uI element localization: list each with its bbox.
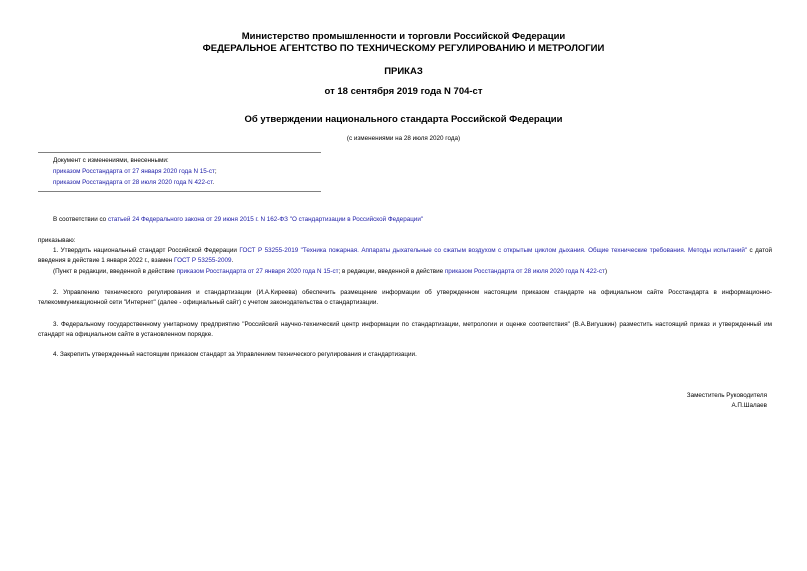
item-2: 2. Управлению технического регулирования и стандартизации (И.А.Киреева) обеспечить размещение информации об утвержденном настоящим приказом стандарте на официальном сайте Росстандарта в информационно-телекоммуникационной сети "Интернет" (далее - официальный сайт) с учетом законодательства о стандартизации. <box>38 289 772 306</box>
item-1-note-suffix: ) <box>604 268 608 275</box>
changes-intro: Документ с изменениями, внесенными: <box>53 157 169 164</box>
federal-law-link[interactable]: статьей 24 Федерального закона от 29 июня 2015 г. N 162-ФЗ "О стандартизации в Российской Федерации" <box>107 216 424 223</box>
agency-heading: ФЕДЕРАЛЬНОЕ АГЕНТСТВО ПО ТЕХНИЧЕСКОМУ РЕГУЛИРОВАНИЮ И МЕТРОЛОГИИ <box>202 43 605 54</box>
changes-line-2 <box>53 177 217 188</box>
changes-line-1 <box>53 166 217 177</box>
item-1 <box>38 246 772 266</box>
item-3: 3. Федеральному государственному унитарному предприятию "Российский научно-технический центр информации по стандартизации, метрологии и оценке соответствия" (В.А.Вигушкин) разместить настоящий приказ и утвержденный им стандарт на официальном сайте в установленном порядке. <box>38 321 772 338</box>
preamble-text: В соответствии со <box>53 216 108 223</box>
signatory-position: Заместитель Руководителя <box>686 392 767 399</box>
item-1-note-prefix: (Пункт в редакции, введенной в действие <box>53 268 177 275</box>
changes-box-top-rule <box>38 152 321 153</box>
date-number: от 18 сентября 2019 года N 704-ст <box>324 86 483 97</box>
gost-2009-link[interactable]: ГОСТ Р 53255-2009 <box>174 257 232 264</box>
gost-2019-link[interactable]: ГОСТ Р 53255-2019 "Техника пожарная. Аппараты дыхательные со сжатым воздухом с открытым циклом дыхания. Общие технические требования. Методы испытаний" <box>239 247 748 254</box>
document-title: Об утверждении национального стандарта Российской Федерации <box>244 114 563 125</box>
note-link-1[interactable]: приказом Росстандарта от 27 января 2020 года N 15-ст <box>176 268 339 275</box>
changes-box <box>53 155 217 188</box>
item-1-suffix: . <box>231 257 234 264</box>
change-link-1[interactable]: приказом Росстандарта от 27 января 2020 года N 15-ст <box>53 168 215 175</box>
doc-type: ПРИКАЗ <box>384 66 423 77</box>
amendment-note: (с изменениями на 28 июля 2020 года) <box>346 135 461 142</box>
change-link-2-suffix: . <box>212 179 215 186</box>
ministry-heading: Министерство промышленности и торговли Российской Федерации <box>241 31 566 42</box>
item-1-text: 1. Утвердить национальный стандарт Российской Федерации <box>53 247 240 254</box>
signatory-name: А.П.Шалаев <box>731 402 767 409</box>
signature-block <box>687 391 767 411</box>
item-1-note-middle: ; в редакции, введенной в действие <box>338 268 445 275</box>
change-link-1-suffix: ; <box>214 168 217 175</box>
changes-box-bottom-rule <box>38 191 321 192</box>
item-1-middle: с датой введения в действие 1 января 2022 г., взамен <box>38 247 772 264</box>
change-link-2[interactable]: приказом Росстандарта от 28 июля 2020 года N 422-ст <box>53 179 213 186</box>
preamble <box>38 215 772 225</box>
item-4: 4. Закрепить утвержденный настоящим приказом стандарт за Управлением технического регулирования и стандартизации. <box>53 351 417 358</box>
note-link-2[interactable]: приказом Росстандарта от 28 июля 2020 года N 422-ст <box>444 268 605 275</box>
item-1-note <box>38 267 772 277</box>
orders-label: приказываю: <box>38 237 76 244</box>
